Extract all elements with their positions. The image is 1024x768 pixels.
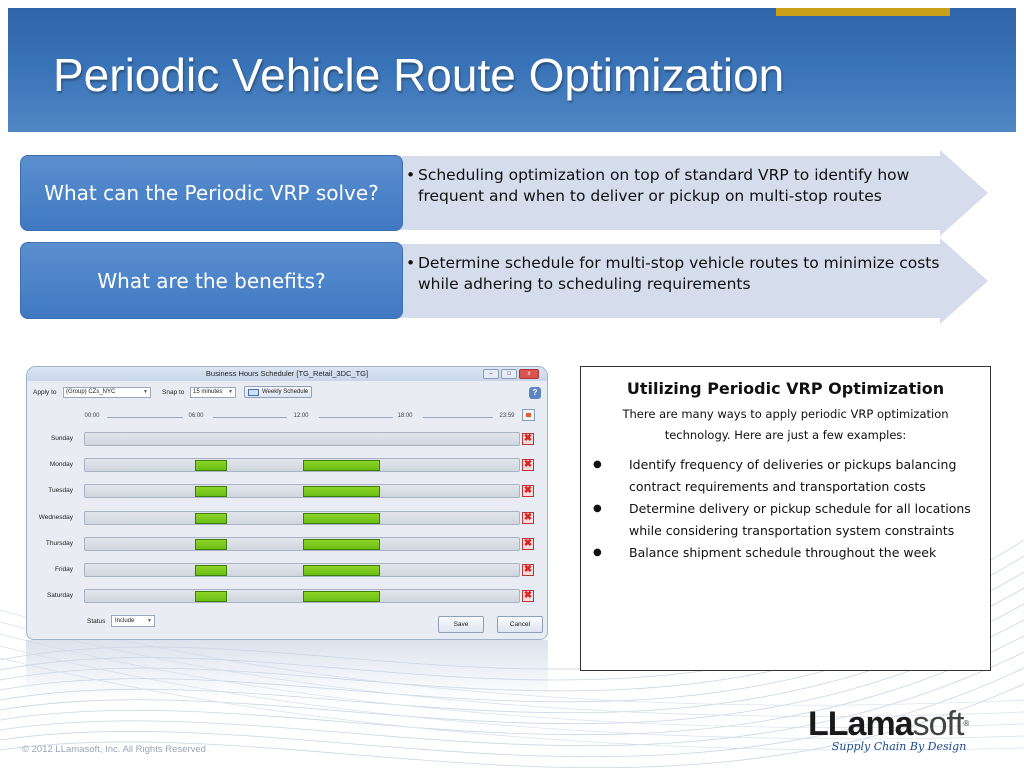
chevron-down-icon: ▼ (143, 389, 148, 395)
status-value: Include (115, 618, 135, 624)
day-label: Friday (54, 566, 73, 573)
save-button[interactable]: Save (438, 616, 484, 633)
calendar-icon (248, 389, 259, 396)
day-schedule-track[interactable] (84, 563, 520, 577)
chevron-down-icon: ▼ (147, 618, 152, 624)
answer-1-body: Scheduling optimization on top of standard VRP to identify how frequent and when to deliver or pickup on multi-stop routes (418, 166, 910, 205)
snap-to-select[interactable] (190, 387, 236, 398)
day-row (27, 431, 547, 447)
day-row (27, 562, 547, 578)
window-titlebar[interactable] (27, 367, 547, 381)
status-label: Status (87, 618, 106, 625)
day-row (27, 483, 547, 499)
business-hours-block[interactable] (303, 486, 380, 497)
question-row-2 (20, 238, 988, 324)
logo-tagline: Supply Chain By Design (831, 740, 967, 753)
info-subtitle: There are many ways to apply periodic VRP optimization technology. Here are just a few examples: (622, 407, 949, 442)
clear-day-icon[interactable]: ✖ (523, 590, 533, 602)
logo-wordmark (808, 706, 968, 742)
info-list (581, 454, 990, 564)
answer-2-body: Determine schedule for multi-stop vehicle routes to minimize costs while adhering to scheduling requirements (418, 254, 940, 293)
list-item (581, 454, 990, 498)
list-bullet: ● (593, 459, 602, 470)
status-select[interactable] (111, 615, 155, 627)
clear-day-icon[interactable]: ✖ (523, 564, 533, 575)
timeline-tick: 12:00 (293, 413, 309, 419)
timeline-divider (107, 417, 183, 418)
help-icon[interactable]: ? (529, 387, 541, 399)
title-banner (8, 8, 1016, 132)
business-hours-block[interactable] (303, 591, 380, 602)
list-bullet: ● (593, 547, 602, 558)
list-item (581, 498, 990, 542)
apply-to-value: (Group) CZs_NYC (66, 389, 116, 395)
business-hours-block[interactable] (303, 513, 380, 524)
info-title: Utilizing Periodic VRP Optimization (626, 379, 945, 398)
day-row (27, 510, 547, 526)
day-row (27, 588, 547, 604)
apply-to-label: Apply to (33, 389, 57, 396)
window-title: Business Hours Scheduler [TG_Retail_3DC_TG] (205, 369, 369, 378)
cancel-button[interactable]: Cancel (497, 616, 543, 633)
day-label: Tuesday (48, 487, 73, 495)
maximize-button[interactable]: □ (501, 369, 517, 379)
timeline-tick: 00:00 (84, 413, 100, 419)
day-label: Thursday (45, 539, 73, 547)
list-item-text: Balance shipment schedule throughout the week (629, 545, 937, 560)
business-hours-block[interactable] (195, 460, 227, 471)
timeline-tick: 23:59 (499, 413, 515, 419)
copy-schedule-icon[interactable] (522, 409, 535, 421)
banner-accent-bar (776, 8, 950, 16)
day-schedule-track[interactable] (84, 484, 520, 498)
logo-thin: soft (912, 705, 964, 743)
timeline-divider (423, 417, 493, 418)
logo-registered: ® (963, 719, 969, 728)
weekly-schedule-label: Weekly Schedule (262, 389, 309, 395)
answer-bullet-2: • (406, 254, 416, 272)
timeline-header (83, 413, 519, 423)
timeline-divider (319, 417, 393, 418)
day-label: Wednesday (38, 513, 73, 521)
day-schedule-track[interactable] (84, 511, 520, 525)
business-hours-block[interactable] (303, 460, 380, 471)
list-item-text: Determine delivery or pickup schedule for all locations while considering transportation system constraints (629, 501, 971, 538)
timeline-tick: 06:00 (188, 413, 204, 419)
day-schedule-track[interactable] (84, 589, 520, 603)
business-hours-block[interactable] (195, 513, 227, 524)
day-label: Sunday (50, 435, 73, 442)
day-row (27, 457, 547, 473)
day-row (27, 536, 547, 552)
window-reflection (26, 640, 548, 700)
minimize-button[interactable]: – (483, 369, 499, 379)
question-box-2: What are the benefits? (20, 242, 403, 319)
business-hours-block[interactable] (303, 565, 380, 576)
weekly-schedule-button[interactable] (244, 386, 312, 398)
close-button[interactable]: x (519, 369, 539, 379)
question-box-1: What can the Periodic VRP solve? (20, 155, 403, 231)
question-row-1 (20, 150, 988, 236)
answer-text-2 (406, 253, 946, 295)
answer-bullet-1: • (406, 166, 416, 184)
clear-day-icon[interactable]: ✖ (523, 459, 533, 471)
day-label: Saturday (46, 592, 73, 600)
clear-day-icon[interactable]: ✖ (523, 511, 533, 523)
clear-day-icon[interactable]: ✖ (523, 537, 533, 549)
slide-title: Periodic Vehicle Route Optimization (53, 49, 785, 101)
list-item (581, 542, 990, 564)
day-label: Monday (49, 461, 73, 469)
apply-to-select[interactable] (63, 387, 151, 398)
clear-day-icon[interactable]: ✖ (523, 485, 533, 497)
business-hours-block[interactable] (195, 591, 227, 602)
info-panel (580, 366, 991, 671)
day-schedule-track[interactable] (84, 432, 520, 446)
business-hours-block[interactable] (195, 539, 227, 550)
business-hours-block[interactable] (303, 539, 380, 550)
window-controls (483, 369, 539, 379)
business-hours-block[interactable] (195, 565, 227, 576)
snap-to-value: 15 minutes (193, 389, 223, 395)
list-bullet: ● (593, 503, 602, 514)
llamasoft-logo (808, 706, 968, 753)
snap-to-label: Snap to (162, 389, 185, 396)
copyright-notice: © 2012 LLamasoft, Inc. All Rights Reserved (22, 744, 206, 755)
answer-text-1 (406, 165, 946, 207)
business-hours-scheduler-window (26, 366, 548, 640)
day-schedule-track[interactable] (84, 458, 520, 472)
day-schedule-track[interactable] (84, 537, 520, 551)
logo-bold: LLama (808, 705, 913, 743)
scheduler-toolbar (27, 385, 547, 401)
clear-day-icon[interactable]: ✖ (523, 433, 533, 444)
list-item-text: Identify frequency of deliveries or pickups balancing contract requirements and transportation costs (629, 457, 957, 494)
business-hours-block[interactable] (195, 486, 227, 497)
timeline-tick: 18:00 (397, 413, 413, 419)
chevron-down-icon: ▼ (228, 389, 233, 395)
timeline-divider (213, 417, 287, 418)
